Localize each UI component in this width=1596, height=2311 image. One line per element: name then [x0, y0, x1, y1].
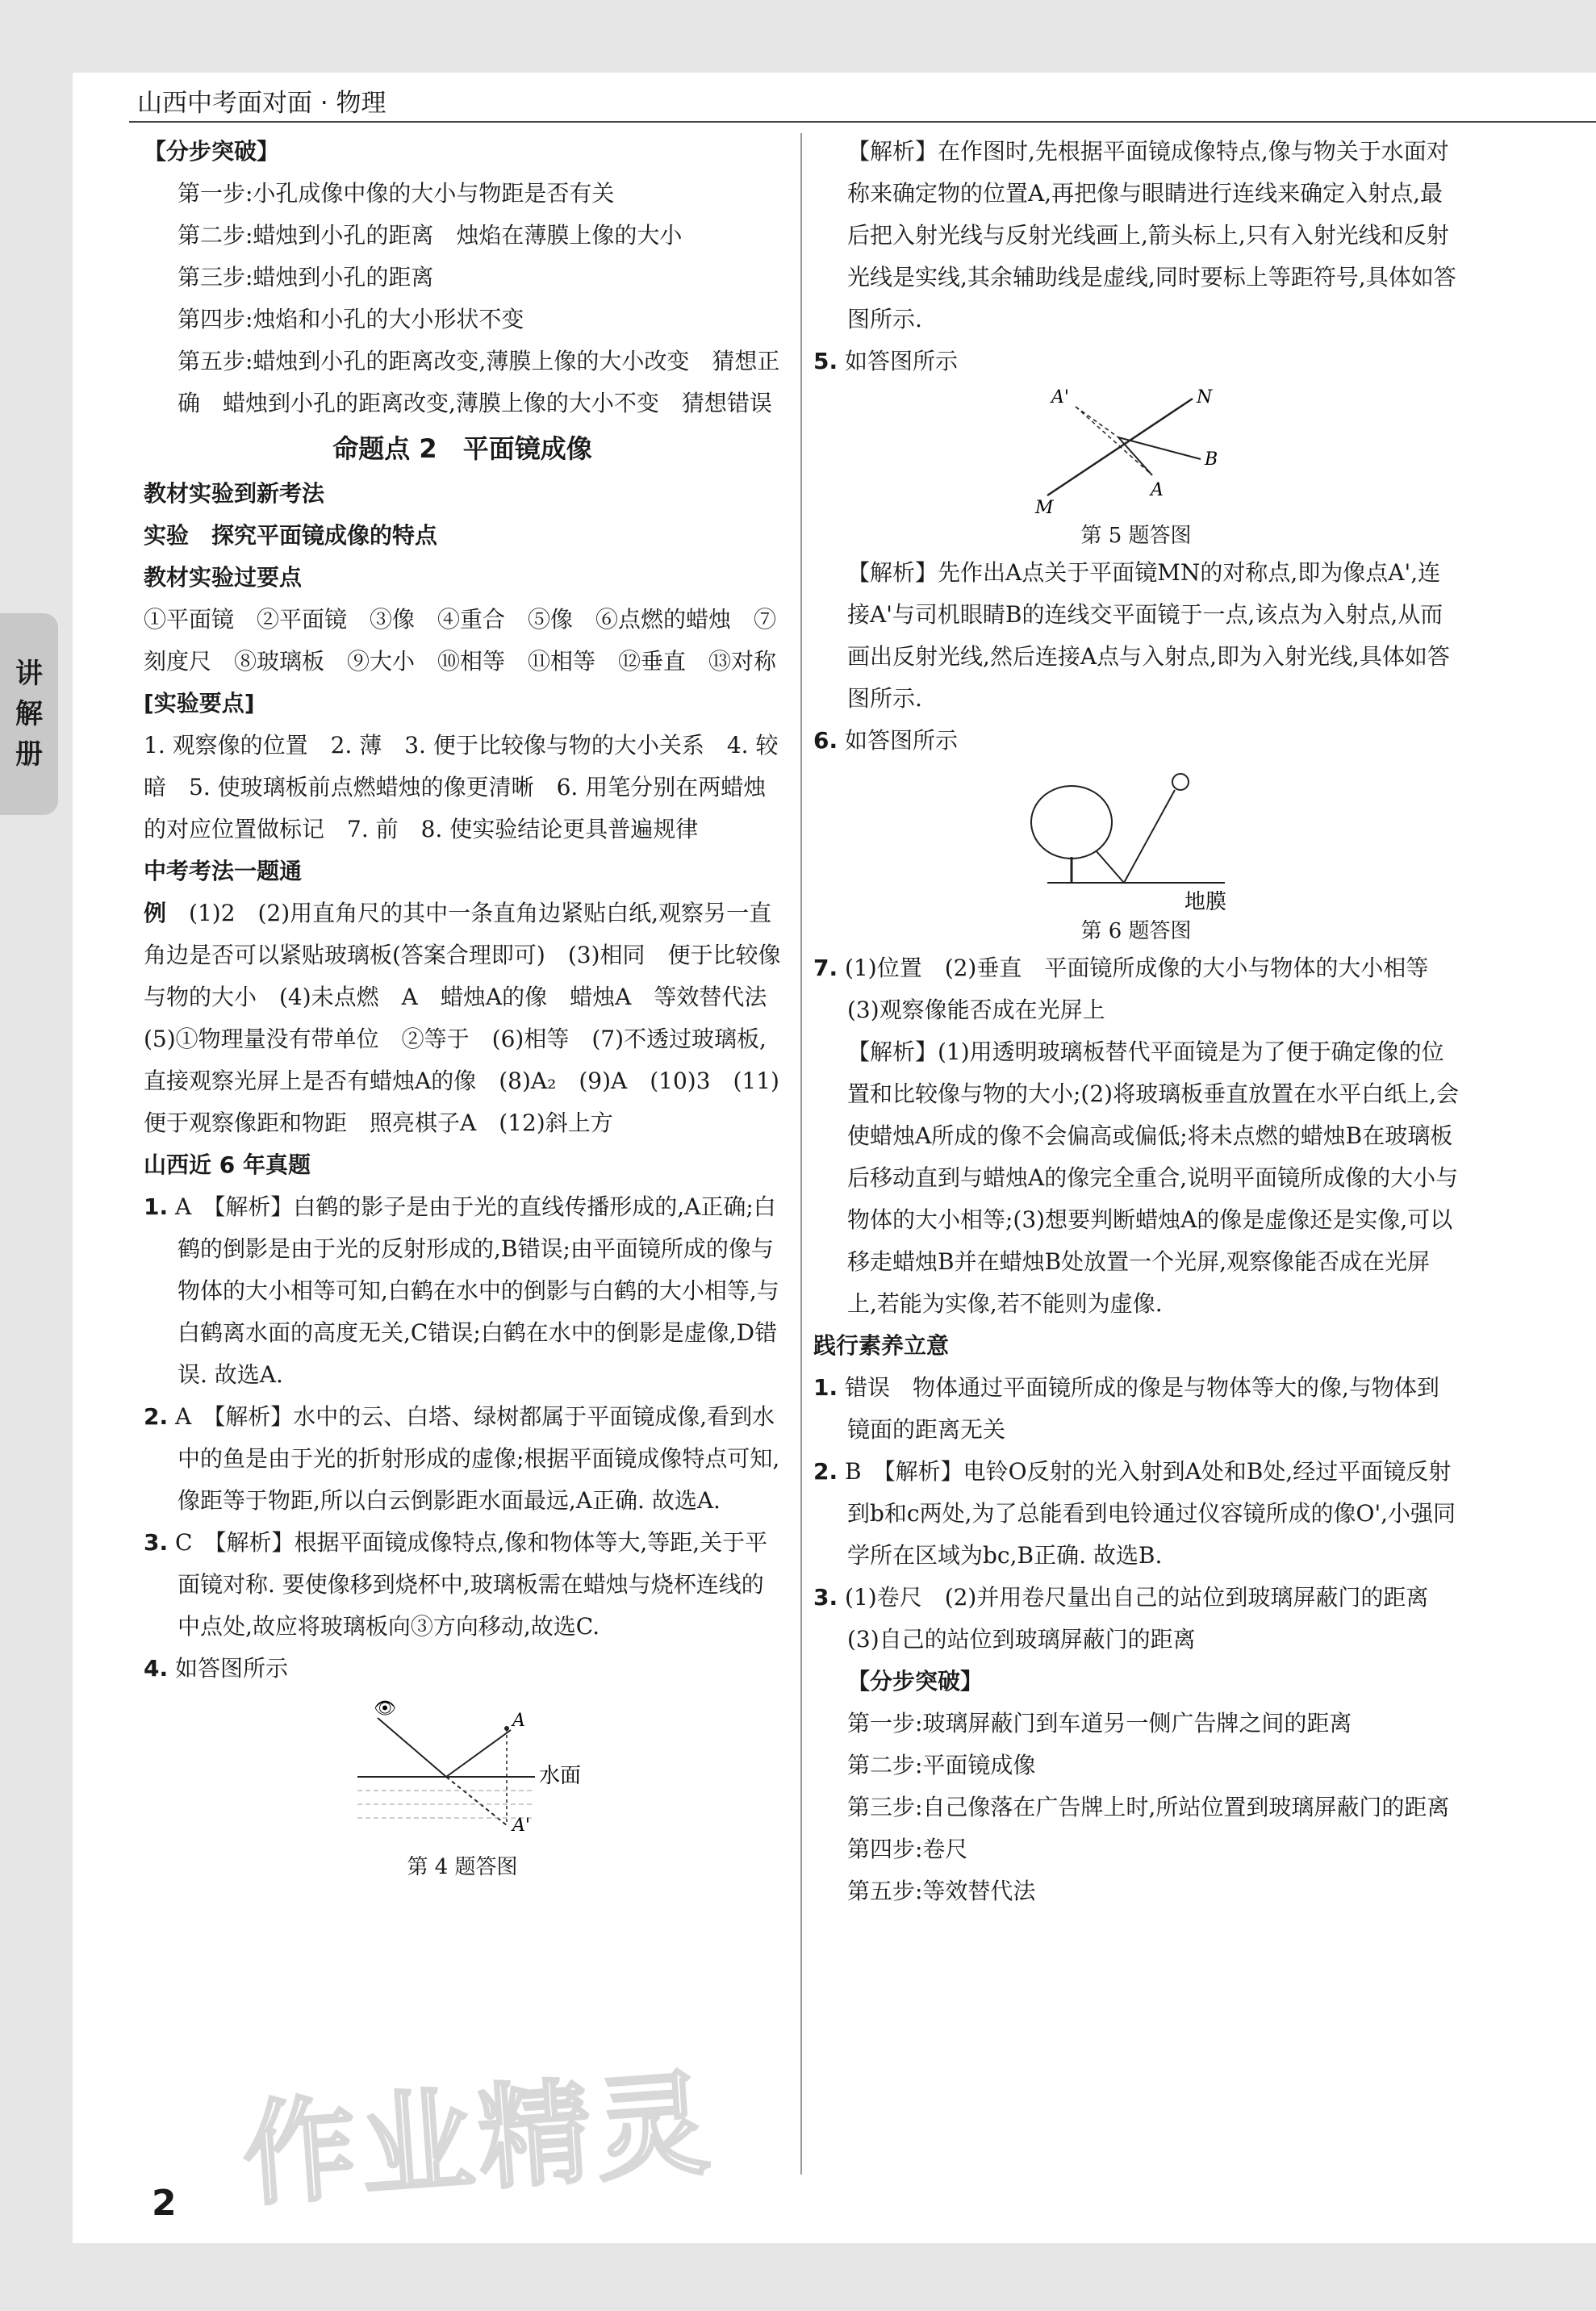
analysis-5: 【解析】先作出A点关于平面镜MN的对称点,即为像点A',连接A'与司机眼睛B的连线交平面镜于一点,该点为入射点,从而画出反射光线,然后连接A点与入射点,即为入射光线,具体如答图所示.: [847, 559, 1450, 712]
example-label: 例: [144, 900, 167, 926]
tree-icon: [1031, 786, 1112, 859]
step-line: 第一步:玻璃屏蔽门到车道另一侧广告牌之间的距离: [847, 1710, 1352, 1736]
answer-number: 3.: [144, 1529, 169, 1556]
side-tab-char: 讲: [15, 658, 43, 690]
header-rule: [129, 121, 1596, 123]
answer-text: A 【解析】水中的云、白塔、绿树都属于平面镜成像,看到水中的鱼是由于光的折射形成的虚像;根据平面镜成像特点可知,像距等于物距,所以白云倒影距水面最远,A正确. 故选A.: [175, 1403, 780, 1514]
section-title: 命题点 2 平面镜成像: [332, 433, 592, 464]
figure-5: [813, 382, 1459, 552]
subheading: 教材实验到新考法: [144, 480, 325, 507]
sun-icon: [1172, 774, 1189, 790]
step-line: 第三步:自己像落在广告牌上时,所站位置到玻璃屏蔽门的距离: [847, 1794, 1450, 1820]
figure-4-caption: 第 4 题答图: [407, 1855, 518, 1879]
answer-text: (1)位置 (2)垂直 平面镜所成像的大小与物体的大小相等 (3)观察像能否成在光屏上: [845, 955, 1452, 1023]
answer-number: 7.: [813, 955, 838, 981]
analysis-7: 【解析】(1)用透明玻璃板替代平面镜是为了便于确定像的位置和比较像与物的大小;(2)将玻璃板垂直放置在水平白纸上,会使蜡烛A所成的像不会偏高或偏低;将未点燃的蜡烛B在玻璃板后移动直到与蜡烛A的像完全重合,说明平面镜所成像的大小与物体的大小相等;(3)想要判断蜡烛A的像是虚像还是实像,可以移走蜡烛B并在蜡烛B处放置一个光屏,观察像能否成在光屏上,若能为实像,若不能则为虚像.: [847, 1038, 1459, 1317]
fig5-label-b: B: [1205, 449, 1218, 470]
answer-text: 错误 物体通过平面镜所成的像是与物体等大的像,与物体到镜面的距离无关: [845, 1374, 1439, 1443]
answer-text: A 【解析】白鹤的影子是由于光的直线传播形成的,A正确;白鹤的倒影是由于光的反射形成的,B错误;由平面镜所成的像与物体的大小相等可知,白鹤在水中的倒影与白鹤的大小相等,与白鹤离水面的高度无关,C错误;白鹤在水中的倒影是虚像,D错误. 故选A.: [175, 1193, 779, 1388]
step-line: 第二步:蜡烛到小孔的距离 烛焰在薄膜上像的大小: [178, 222, 683, 249]
fig6-ground-label: 地膜: [1184, 890, 1227, 914]
fig4-label-a: A: [512, 1711, 525, 1731]
key-points: ①平面镜 ②平面镜 ③像 ④重合 ⑤像 ⑥点燃的蜡烛 ⑦刻度尺 ⑧玻璃板 ⑨大小 ⑩相等 ⑪相等 ⑫垂直 ⑬对称: [144, 606, 777, 675]
answer-item: [144, 1396, 781, 1522]
fig5-label-m: M: [1035, 498, 1054, 518]
subheading: 山西近 6 年真题: [144, 1151, 311, 1178]
left-column: [144, 131, 790, 1883]
answer-text: (1)卷尺 (2)并用卷尺量出自己的站位到玻璃屏蔽门的距离 (3)自己的站位到玻璃屏蔽门的距离: [845, 1584, 1452, 1653]
side-tab: [0, 613, 58, 815]
subheading: 教材实验过要点: [144, 564, 303, 591]
side-tab-char: 解: [15, 698, 43, 730]
right-column: [813, 131, 1459, 1912]
side-tab-char: 册: [15, 738, 43, 771]
answer-number: 5.: [813, 348, 838, 374]
fig5-label-a: A: [1151, 480, 1164, 500]
answer-item: [813, 1577, 1459, 1661]
answer-item: [144, 1648, 781, 1690]
answer-number: 1.: [144, 1193, 169, 1220]
eye-icon: 👁: [374, 1699, 396, 1719]
answer-item: [813, 947, 1459, 1031]
fig4-water-label: 水面: [539, 1764, 582, 1788]
answer-text: 如答图所示: [845, 727, 959, 754]
subheading: 中考考法一题通: [144, 858, 303, 884]
subheading: 践行素养立意: [813, 1332, 950, 1359]
fig5-label-n: N: [1197, 387, 1213, 407]
answer-number: 6.: [813, 727, 838, 754]
answer-text: 如答图所示: [845, 348, 959, 374]
figure-6-caption: 第 6 题答图: [1080, 919, 1192, 943]
subheading: [实验要点]: [144, 690, 255, 717]
answer-number: 1.: [813, 1374, 838, 1401]
answer-number: 4.: [144, 1655, 169, 1682]
answer-item: [813, 341, 1459, 382]
fig4-label-a2: A': [512, 1816, 530, 1836]
column-divider: [800, 133, 802, 2175]
figure-4-diagram: [341, 1690, 583, 1851]
page-header-title: 山西中考面对面 · 物理: [137, 89, 386, 118]
answer-item: [813, 1367, 1459, 1451]
step-line: 第四步:烛焰和小孔的大小形状不变: [178, 306, 524, 332]
watermark: 作业精灵: [238, 2058, 718, 2223]
step-breakdown-title: 【分步突破】: [847, 1668, 984, 1695]
step-breakdown-title: 【分步突破】: [144, 138, 280, 165]
answer-text: 如答图所示: [175, 1655, 289, 1682]
figure-4: [144, 1690, 781, 1883]
subheading: 实验 探究平面镜成像的特点: [144, 522, 438, 549]
figure-6-diagram: [1015, 762, 1257, 915]
figure-5-diagram: [1031, 382, 1241, 520]
experiment-points: 1. 观察像的位置 2. 薄 3. 便于比较像与物的大小关系 4. 较暗 5. 使玻璃板前点燃蜡烛的像更清晰 6. 用笔分别在两蜡烛的对应位置做标记 7. 前 8. 使实验结论更具普遍规律: [144, 732, 779, 842]
step-line: 第三步:蜡烛到小孔的距离: [178, 264, 434, 290]
step-line: 第五步:蜡烛到小孔的距离改变,薄膜上像的大小改变 猜想正确 蜡烛到小孔的距离改变,薄膜上像的大小不变 猜想错误: [178, 348, 780, 416]
step-line: 第一步:小孔成像中像的大小与物距是否有关: [178, 180, 615, 207]
step-line: 第五步:等效替代法: [847, 1878, 1036, 1904]
step-line: 第二步:平面镜成像: [847, 1752, 1036, 1778]
page-number: 2: [152, 2183, 177, 2224]
answer-text: C 【解析】根据平面镜成像特点,像和物体等大,等距,关于平面镜对称. 要使像移到烧杯中,玻璃板需在蜡烛与烧杯连线的中点处,故应将玻璃板向③方向移动,故选C.: [175, 1529, 768, 1640]
answer-item: [813, 720, 1459, 762]
answer-number: 2.: [144, 1403, 169, 1430]
figure-6: [813, 762, 1459, 947]
analysis-4: 【解析】在作图时,先根据平面镜成像特点,像与物关于水面对称来确定物的位置A,再把像与眼睛进行连线来确定入射点,最后把入射光线与反射光线画上,箭头标上,只有入射光线和反射光线是实线,其余辅助线是虚线,同时要标上等距符号,具体如答图所示.: [847, 138, 1456, 332]
answer-text: B 【解析】电铃O反射的光入射到A处和B处,经过平面镜反射到b和c两处,为了总能看到电铃通过仪容镜所成的像O',小强同学所在区域为bc,B正确. 故选B.: [845, 1458, 1456, 1569]
answer-item: [813, 1451, 1459, 1577]
answer-item: [144, 1522, 781, 1648]
answer-number: 3.: [813, 1584, 838, 1611]
answer-item: [144, 1186, 781, 1396]
figure-5-caption: 第 5 题答图: [1080, 524, 1192, 548]
fig5-label-a2: A': [1051, 387, 1069, 407]
step-line: 第四步:卷尺: [847, 1836, 968, 1862]
example-answer: (1)2 (2)用直角尺的其中一条直角边紧贴白纸,观察另一直角边是否可以紧贴玻璃板(答案合理即可) (3)相同 便于比较像与物的大小 (4)未点燃 A 蜡烛A的像 蜡烛A 等效替代法 (5)①物理量没有带单位 ②等于 (6)相等 (7)不透过玻璃板,直接观察光屏上是否有蜡烛A的像 (8)A₂ (9)A (10)3 (11)便于观察像距和物距 照亮棋子A (12)斜上方: [144, 900, 790, 1136]
answer-number: 2.: [813, 1458, 838, 1485]
